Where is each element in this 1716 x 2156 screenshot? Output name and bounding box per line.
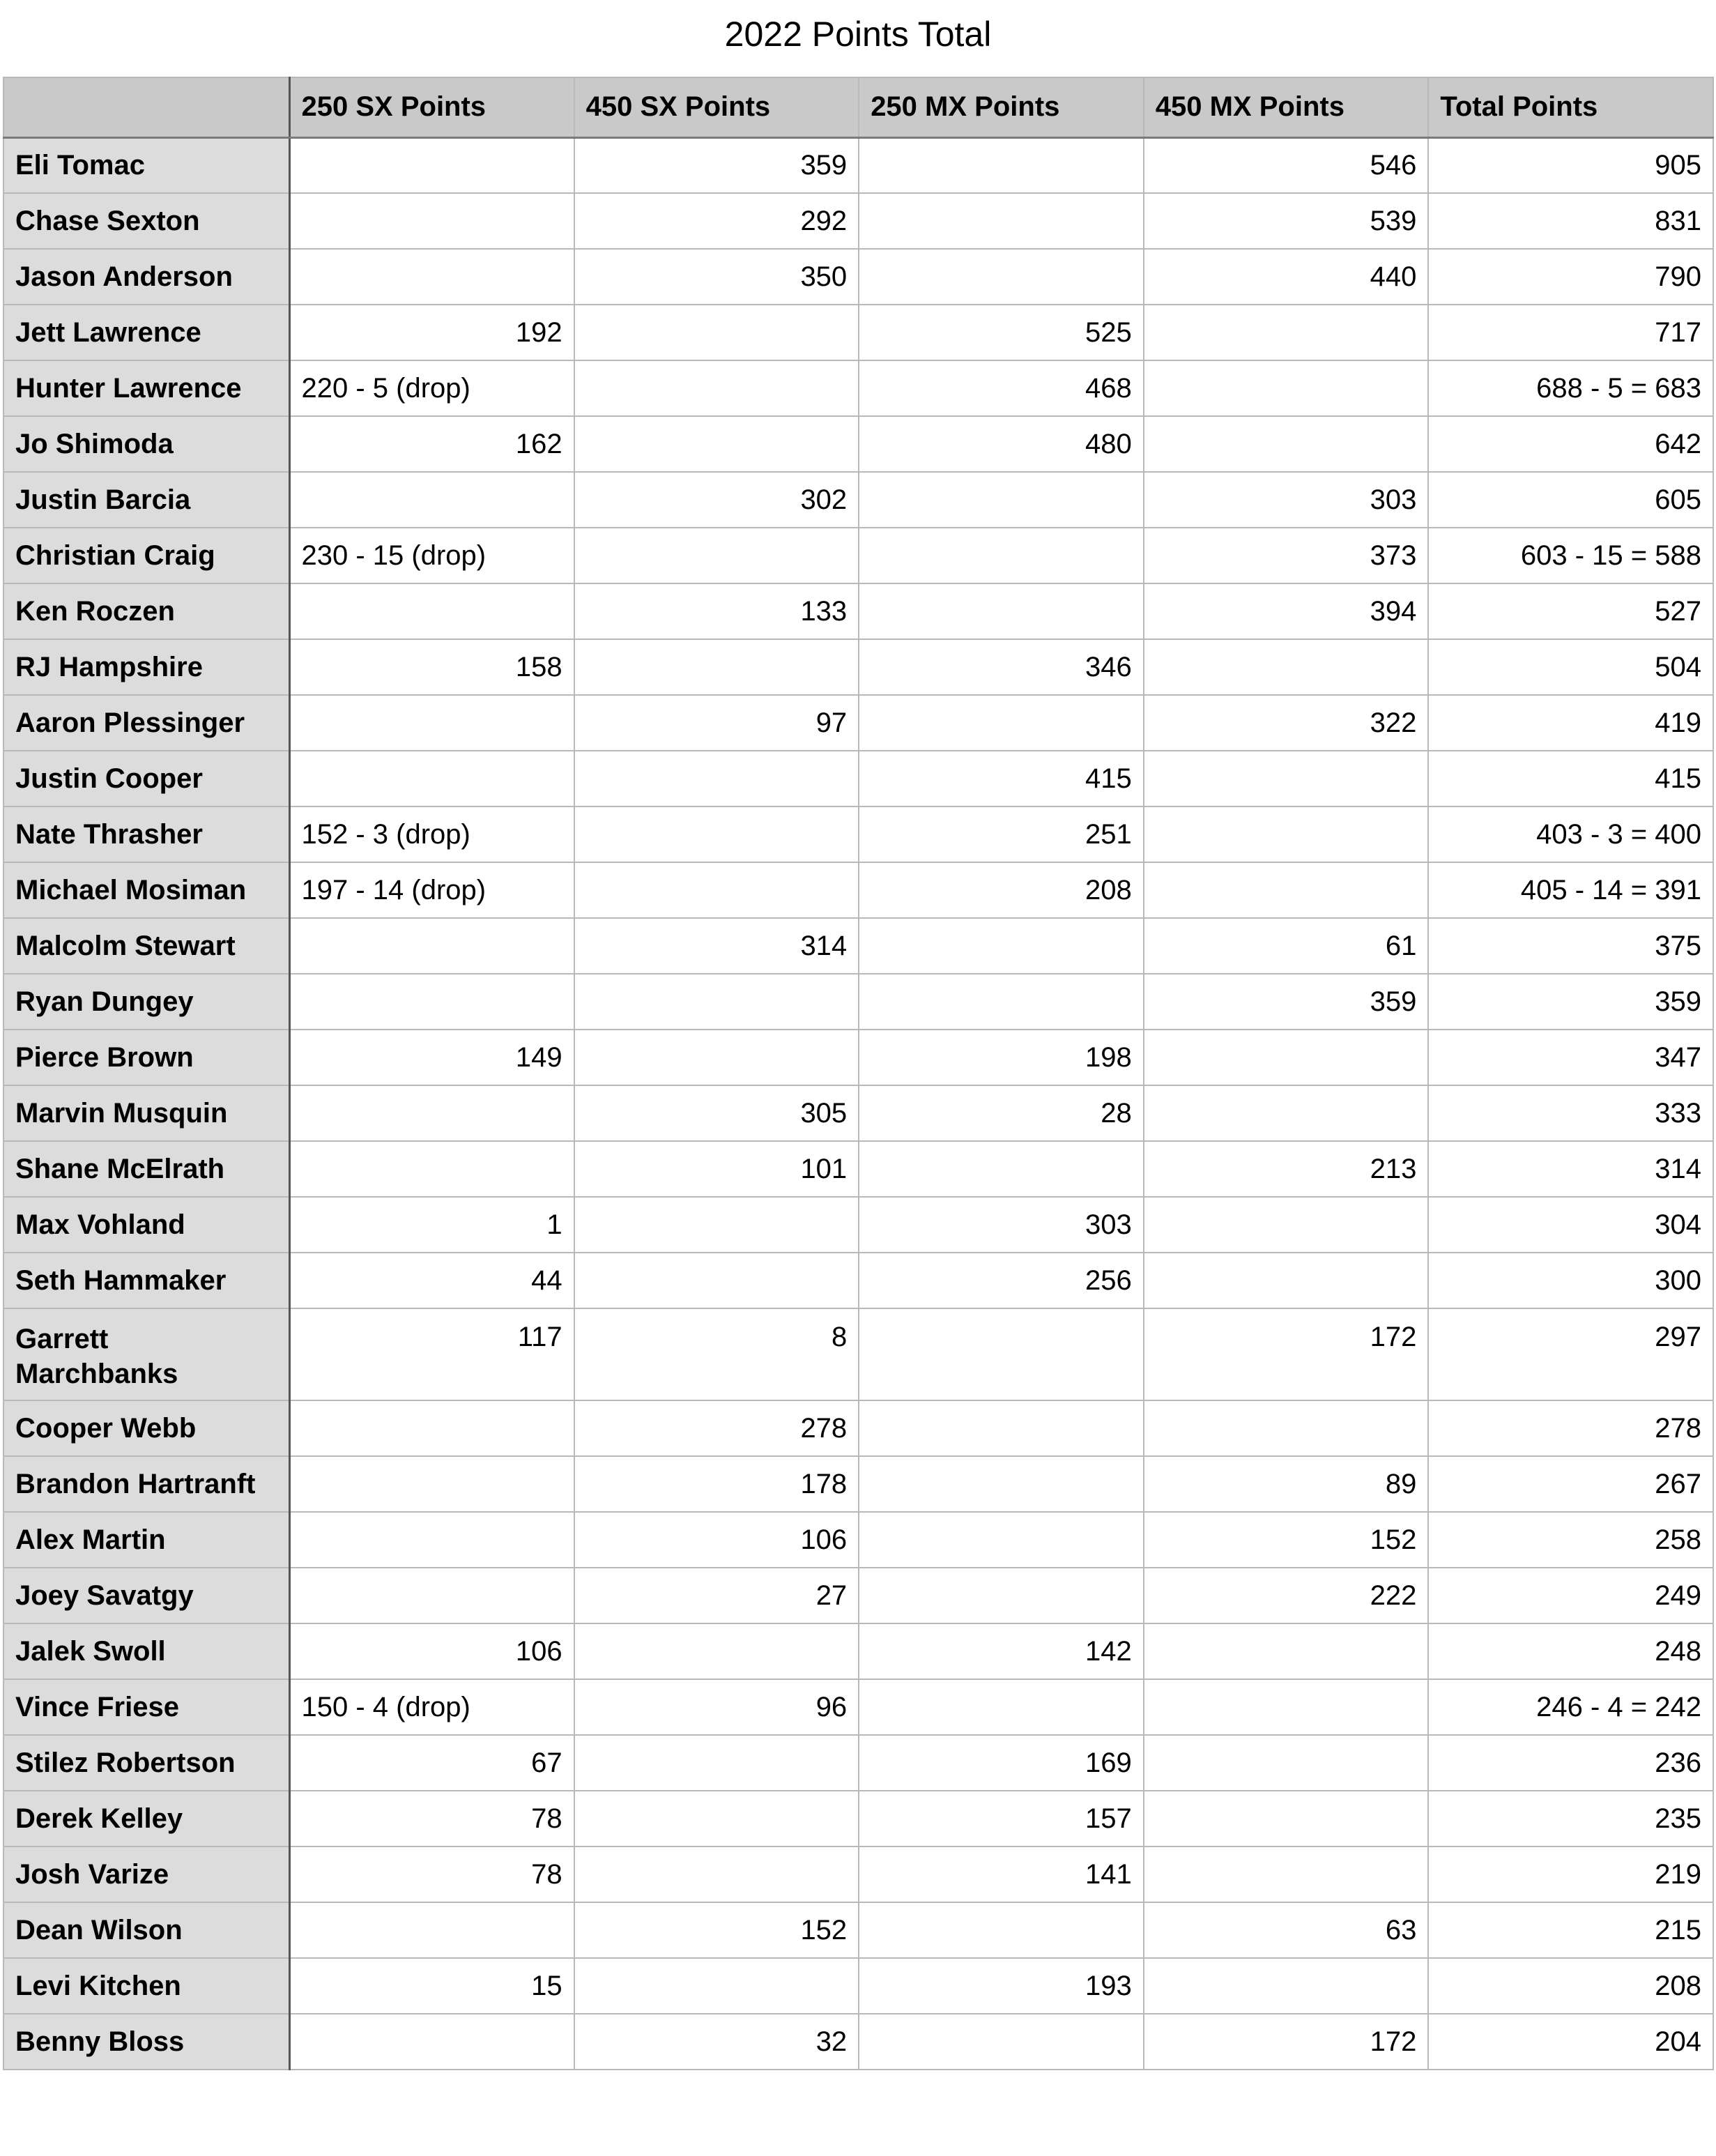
cell-450-mx: 172 — [1144, 2014, 1429, 2070]
cell-250-mx — [859, 137, 1144, 193]
table-row — [3, 193, 1713, 249]
cell-450-mx — [1144, 862, 1429, 918]
table-row — [3, 695, 1713, 751]
rider-name-cell: Seth Hammaker — [3, 1253, 289, 1308]
cell-250-mx: 251 — [859, 806, 1144, 862]
cell-total: 504 — [1428, 639, 1713, 695]
cell-250-sx: 67 — [289, 1735, 574, 1791]
cell-450-sx: 278 — [574, 1400, 859, 1456]
cell-250-mx: 193 — [859, 1958, 1144, 2014]
rider-name-cell: Marvin Musquin — [3, 1085, 289, 1141]
table-row — [3, 416, 1713, 472]
cell-450-sx: 27 — [574, 1568, 859, 1623]
rider-name-cell: Justin Barcia — [3, 472, 289, 528]
table-row — [3, 1512, 1713, 1568]
cell-450-sx: 178 — [574, 1456, 859, 1512]
rider-name-cell: Garrett Marchbanks — [3, 1308, 289, 1400]
cell-total: 642 — [1428, 416, 1713, 472]
cell-total: 235 — [1428, 1791, 1713, 1847]
cell-450-mx — [1144, 1679, 1429, 1735]
cell-450-sx: 133 — [574, 583, 859, 639]
rider-name-cell: Dean Wilson — [3, 1902, 289, 1958]
table-row — [3, 1085, 1713, 1141]
rider-name-cell: Josh Varize — [3, 1847, 289, 1902]
header-total-points: Total Points — [1428, 77, 1713, 137]
cell-450-sx: 101 — [574, 1141, 859, 1197]
rider-name-cell: Justin Cooper — [3, 751, 289, 806]
cell-250-mx — [859, 1308, 1144, 1400]
cell-250-mx: 303 — [859, 1197, 1144, 1253]
cell-250-sx: 78 — [289, 1847, 574, 1902]
cell-250-mx — [859, 918, 1144, 974]
rider-name-cell: Derek Kelley — [3, 1791, 289, 1847]
cell-250-sx — [289, 751, 574, 806]
cell-250-sx — [289, 193, 574, 249]
points-table — [3, 77, 1714, 2070]
cell-250-sx: 150 - 4 (drop) — [289, 1679, 574, 1735]
table-row — [3, 305, 1713, 360]
cell-250-mx — [859, 472, 1144, 528]
rider-name-cell: Vince Friese — [3, 1679, 289, 1735]
cell-450-mx — [1144, 1623, 1429, 1679]
table-row — [3, 751, 1713, 806]
cell-450-mx: 394 — [1144, 583, 1429, 639]
cell-250-sx — [289, 137, 574, 193]
cell-450-mx — [1144, 1847, 1429, 1902]
cell-250-mx: 141 — [859, 1847, 1144, 1902]
rider-name-cell: Stilez Robertson — [3, 1735, 289, 1791]
table-row — [3, 1679, 1713, 1735]
table-row — [3, 360, 1713, 416]
cell-450-sx: 359 — [574, 137, 859, 193]
cell-450-sx: 96 — [574, 1679, 859, 1735]
cell-450-mx — [1144, 806, 1429, 862]
cell-450-mx: 373 — [1144, 528, 1429, 583]
cell-250-sx: 192 — [289, 305, 574, 360]
cell-250-mx: 28 — [859, 1085, 1144, 1141]
cell-450-mx: 440 — [1144, 249, 1429, 305]
cell-250-sx: 106 — [289, 1623, 574, 1679]
table-row — [3, 1958, 1713, 2014]
cell-250-sx: 44 — [289, 1253, 574, 1308]
table-row — [3, 1568, 1713, 1623]
table-row — [3, 1735, 1713, 1791]
cell-450-sx — [574, 1958, 859, 2014]
cell-450-sx: 32 — [574, 2014, 859, 2070]
rider-name-cell: Christian Craig — [3, 528, 289, 583]
rider-name-cell: Ken Roczen — [3, 583, 289, 639]
cell-total: 249 — [1428, 1568, 1713, 1623]
cell-total: 403 - 3 = 400 — [1428, 806, 1713, 862]
cell-total: 415 — [1428, 751, 1713, 806]
cell-450-sx: 292 — [574, 193, 859, 249]
cell-250-sx — [289, 249, 574, 305]
rider-name-cell: Michael Mosiman — [3, 862, 289, 918]
cell-450-sx — [574, 1735, 859, 1791]
cell-250-mx: 415 — [859, 751, 1144, 806]
cell-250-sx: 230 - 15 (drop) — [289, 528, 574, 583]
cell-450-mx — [1144, 1253, 1429, 1308]
cell-250-mx — [859, 1679, 1144, 1735]
table-row — [3, 1902, 1713, 1958]
cell-total: 219 — [1428, 1847, 1713, 1902]
cell-450-mx — [1144, 751, 1429, 806]
cell-total: 246 - 4 = 242 — [1428, 1679, 1713, 1735]
cell-total: 905 — [1428, 137, 1713, 193]
cell-450-mx: 222 — [1144, 1568, 1429, 1623]
cell-250-mx — [859, 2014, 1144, 2070]
cell-450-sx — [574, 528, 859, 583]
cell-total: 688 - 5 = 683 — [1428, 360, 1713, 416]
cell-450-mx — [1144, 1085, 1429, 1141]
cell-250-mx: 157 — [859, 1791, 1144, 1847]
cell-250-mx: 468 — [859, 360, 1144, 416]
cell-250-sx: 158 — [289, 639, 574, 695]
cell-450-sx — [574, 1030, 859, 1085]
cell-250-sx — [289, 2014, 574, 2070]
cell-250-sx — [289, 1141, 574, 1197]
cell-250-mx: 198 — [859, 1030, 1144, 1085]
cell-total: 215 — [1428, 1902, 1713, 1958]
cell-250-sx: 220 - 5 (drop) — [289, 360, 574, 416]
cell-250-mx: 346 — [859, 639, 1144, 695]
header-450-sx-points: 450 SX Points — [574, 77, 859, 137]
cell-450-mx: 61 — [1144, 918, 1429, 974]
table-row — [3, 1400, 1713, 1456]
table-row — [3, 1141, 1713, 1197]
cell-450-sx: 302 — [574, 472, 859, 528]
cell-450-mx: 546 — [1144, 137, 1429, 193]
rider-name-cell: Eli Tomac — [3, 137, 289, 193]
cell-450-sx — [574, 1623, 859, 1679]
cell-250-sx — [289, 1400, 574, 1456]
cell-450-mx: 303 — [1144, 472, 1429, 528]
cell-450-sx — [574, 806, 859, 862]
table-row — [3, 472, 1713, 528]
table-row — [3, 583, 1713, 639]
cell-250-mx — [859, 528, 1144, 583]
cell-250-mx — [859, 1512, 1144, 1568]
cell-250-sx — [289, 1512, 574, 1568]
rider-name-cell: Joey Savatgy — [3, 1568, 289, 1623]
cell-total: 605 — [1428, 472, 1713, 528]
table-row — [3, 918, 1713, 974]
cell-450-sx: 350 — [574, 249, 859, 305]
cell-total: 527 — [1428, 583, 1713, 639]
cell-250-sx: 152 - 3 (drop) — [289, 806, 574, 862]
rider-name-cell: Jason Anderson — [3, 249, 289, 305]
cell-250-mx — [859, 249, 1144, 305]
cell-total: 831 — [1428, 193, 1713, 249]
cell-450-mx: 359 — [1144, 974, 1429, 1030]
cell-450-sx: 106 — [574, 1512, 859, 1568]
cell-total: 248 — [1428, 1623, 1713, 1679]
rider-name-cell: Jo Shimoda — [3, 416, 289, 472]
table-row — [3, 1030, 1713, 1085]
cell-250-sx: 78 — [289, 1791, 574, 1847]
cell-250-mx — [859, 1141, 1144, 1197]
rider-name-cell: Aaron Plessinger — [3, 695, 289, 751]
table-row — [3, 862, 1713, 918]
cell-250-sx — [289, 1456, 574, 1512]
cell-250-mx — [859, 1400, 1144, 1456]
cell-250-sx: 15 — [289, 1958, 574, 2014]
cell-total: 359 — [1428, 974, 1713, 1030]
cell-450-mx — [1144, 1400, 1429, 1456]
cell-250-sx — [289, 695, 574, 751]
rider-name-cell: Malcolm Stewart — [3, 918, 289, 974]
cell-250-mx — [859, 1456, 1144, 1512]
rider-name-cell: Cooper Webb — [3, 1400, 289, 1456]
cell-total: 375 — [1428, 918, 1713, 974]
table-row — [3, 528, 1713, 583]
rider-name-cell: Brandon Hartranft — [3, 1456, 289, 1512]
cell-250-mx: 480 — [859, 416, 1144, 472]
cell-450-mx: 63 — [1144, 1902, 1429, 1958]
cell-total: 236 — [1428, 1735, 1713, 1791]
cell-250-sx: 197 - 14 (drop) — [289, 862, 574, 918]
cell-250-sx: 162 — [289, 416, 574, 472]
cell-450-sx — [574, 1791, 859, 1847]
rider-name-cell: Hunter Lawrence — [3, 360, 289, 416]
cell-250-sx — [289, 583, 574, 639]
rider-name-cell: Shane McElrath — [3, 1141, 289, 1197]
header-250-sx-points: 250 SX Points — [289, 77, 574, 137]
cell-250-sx — [289, 918, 574, 974]
cell-total: 304 — [1428, 1197, 1713, 1253]
cell-450-sx: 152 — [574, 1902, 859, 1958]
cell-450-mx: 89 — [1144, 1456, 1429, 1512]
cell-450-mx: 172 — [1144, 1308, 1429, 1400]
header-row — [3, 77, 1713, 137]
cell-total: 300 — [1428, 1253, 1713, 1308]
table-row — [3, 1308, 1713, 1400]
cell-250-sx — [289, 1085, 574, 1141]
cell-450-mx — [1144, 1958, 1429, 2014]
rider-name-cell: Max Vohland — [3, 1197, 289, 1253]
cell-250-mx — [859, 1902, 1144, 1958]
cell-250-mx: 142 — [859, 1623, 1144, 1679]
cell-450-sx — [574, 305, 859, 360]
cell-250-mx — [859, 974, 1144, 1030]
cell-450-mx — [1144, 305, 1429, 360]
table-row — [3, 249, 1713, 305]
rider-name-cell: Ryan Dungey — [3, 974, 289, 1030]
table-row — [3, 137, 1713, 193]
cell-250-mx: 169 — [859, 1735, 1144, 1791]
table-row — [3, 1197, 1713, 1253]
cell-250-sx — [289, 1568, 574, 1623]
cell-total: 405 - 14 = 391 — [1428, 862, 1713, 918]
table-row — [3, 806, 1713, 862]
rider-name-cell: Alex Martin — [3, 1512, 289, 1568]
cell-450-sx — [574, 1847, 859, 1902]
cell-250-mx: 256 — [859, 1253, 1144, 1308]
cell-250-sx — [289, 472, 574, 528]
cell-total: 419 — [1428, 695, 1713, 751]
cell-450-sx — [574, 416, 859, 472]
cell-total: 333 — [1428, 1085, 1713, 1141]
cell-450-mx — [1144, 1735, 1429, 1791]
cell-total: 603 - 15 = 588 — [1428, 528, 1713, 583]
table-row — [3, 1791, 1713, 1847]
cell-total: 267 — [1428, 1456, 1713, 1512]
cell-total: 208 — [1428, 1958, 1713, 2014]
cell-450-mx — [1144, 1791, 1429, 1847]
cell-total: 204 — [1428, 2014, 1713, 2070]
cell-total: 790 — [1428, 249, 1713, 305]
header-corner-cell — [3, 77, 289, 137]
page-title: 2022 Points Total — [724, 15, 992, 54]
cell-total: 297 — [1428, 1308, 1713, 1400]
rider-name-cell: Levi Kitchen — [3, 1958, 289, 2014]
cell-250-sx — [289, 1902, 574, 1958]
cell-total: 717 — [1428, 305, 1713, 360]
cell-total: 278 — [1428, 1400, 1713, 1456]
cell-total: 258 — [1428, 1512, 1713, 1568]
table-row — [3, 1456, 1713, 1512]
cell-250-sx: 117 — [289, 1308, 574, 1400]
table-row — [3, 1253, 1713, 1308]
cell-450-mx — [1144, 1197, 1429, 1253]
cell-250-mx: 525 — [859, 305, 1144, 360]
cell-total: 314 — [1428, 1141, 1713, 1197]
rider-name-cell: Benny Bloss — [3, 2014, 289, 2070]
rider-name-cell: Jalek Swoll — [3, 1623, 289, 1679]
cell-250-mx — [859, 583, 1144, 639]
cell-450-mx — [1144, 1030, 1429, 1085]
rider-name-cell: Chase Sexton — [3, 193, 289, 249]
cell-450-sx — [574, 1197, 859, 1253]
cell-450-sx — [574, 639, 859, 695]
cell-250-mx — [859, 193, 1144, 249]
cell-450-sx — [574, 751, 859, 806]
cell-250-mx — [859, 1568, 1144, 1623]
cell-total: 347 — [1428, 1030, 1713, 1085]
rider-name-cell: RJ Hampshire — [3, 639, 289, 695]
cell-450-sx — [574, 360, 859, 416]
cell-450-sx — [574, 1253, 859, 1308]
cell-450-mx: 539 — [1144, 193, 1429, 249]
cell-250-mx — [859, 695, 1144, 751]
cell-450-mx: 152 — [1144, 1512, 1429, 1568]
cell-450-mx: 213 — [1144, 1141, 1429, 1197]
cell-250-sx: 1 — [289, 1197, 574, 1253]
cell-450-mx — [1144, 360, 1429, 416]
table-row — [3, 639, 1713, 695]
rider-name-cell: Nate Thrasher — [3, 806, 289, 862]
cell-450-mx — [1144, 639, 1429, 695]
cell-250-sx: 149 — [289, 1030, 574, 1085]
cell-450-sx — [574, 862, 859, 918]
header-450-mx-points: 450 MX Points — [1144, 77, 1429, 137]
table-row — [3, 1623, 1713, 1679]
table-row — [3, 2014, 1713, 2070]
table-row — [3, 974, 1713, 1030]
header-250-mx-points: 250 MX Points — [859, 77, 1144, 137]
cell-250-mx: 208 — [859, 862, 1144, 918]
cell-450-sx: 8 — [574, 1308, 859, 1400]
cell-450-sx: 97 — [574, 695, 859, 751]
cell-450-sx: 305 — [574, 1085, 859, 1141]
cell-450-mx: 322 — [1144, 695, 1429, 751]
cell-250-sx — [289, 974, 574, 1030]
cell-450-sx: 314 — [574, 918, 859, 974]
rider-name-cell: Jett Lawrence — [3, 305, 289, 360]
rider-name-cell: Pierce Brown — [3, 1030, 289, 1085]
cell-450-sx — [574, 974, 859, 1030]
table-row — [3, 1847, 1713, 1902]
cell-450-mx — [1144, 416, 1429, 472]
